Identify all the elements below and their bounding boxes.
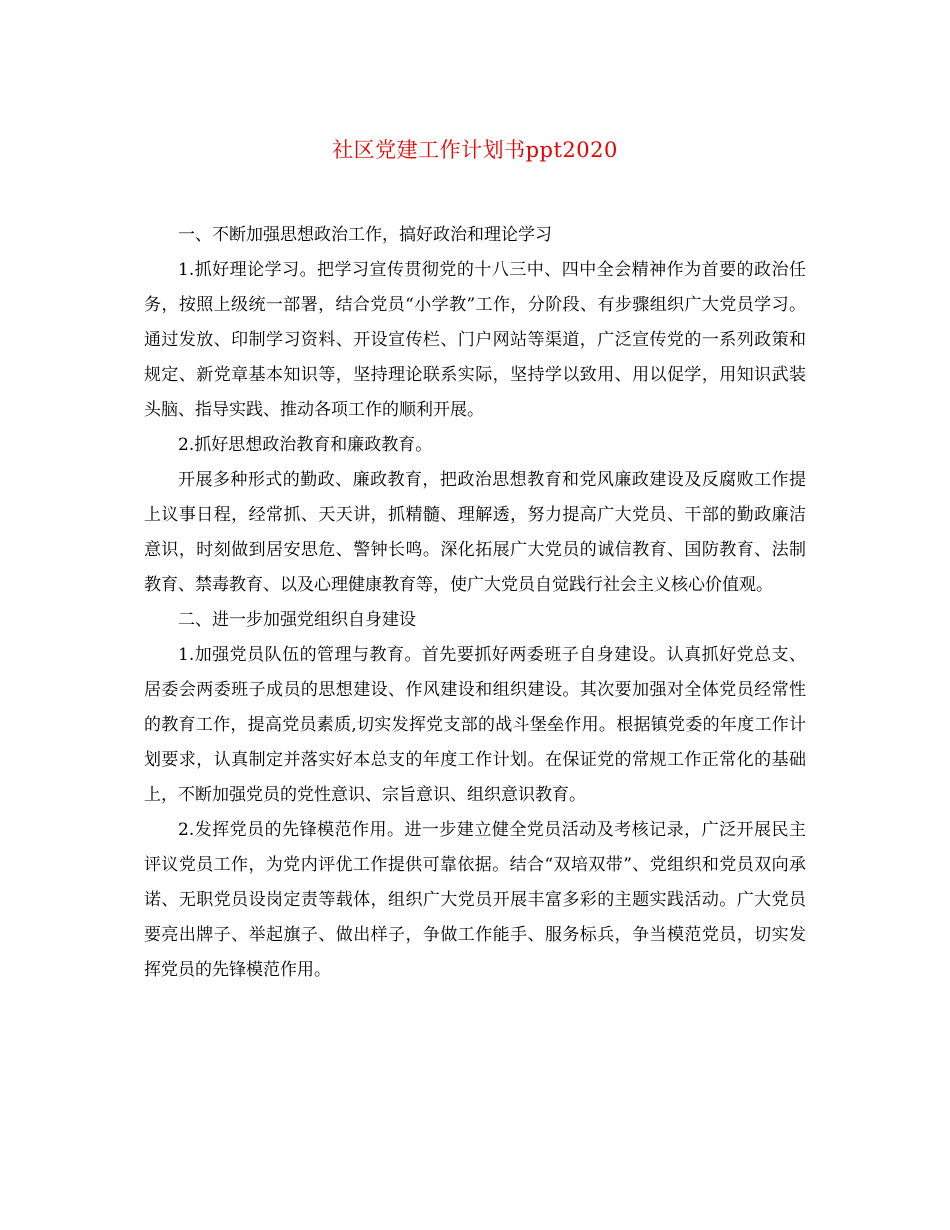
document-title: 社区党建工作计划书ppt2020	[332, 138, 618, 162]
paragraph: 2.抓好思想政治教育和廉政教育。	[178, 435, 433, 455]
document-body	[144, 218, 806, 988]
paragraph: 1.加强党员队伍的管理与教育。首先要抓好两委班子自身建设。认真抓好党总支、居委会两委班子成员的思想建设、作风建设和组织建设。其次要加强对全体党员经常性的教育工作，提高党员素质,切实发挥党支部的战斗堡垒作用。根据镇党委的年度工作计划要求，认真制定并落实好本总支的年度工作计划。在保证党的常规工作正常化的基础上，不断加强党员的党性意识、宗旨意识、组织意识教育。	[144, 645, 806, 805]
section-heading-2: 二、进一步加强党组织自身建设	[178, 610, 416, 630]
paragraph: 开展多种形式的勤政、廉政教育，把政治思想教育和党风廉政建设及反腐败工作提上议事日程，经常抓、天天讲，抓精髓、理解透，努力提高广大党员、干部的勤政廉洁意识，时刻做到居安思危、警钟长鸣。深化拓展广大党员的诚信教育、国防教育、法制教育、禁毒教育、以及心理健康教育等，使广大党员自觉践行社会主义核心价值观。	[144, 470, 806, 595]
paragraph: 1.抓好理论学习。把学习宣传贯彻党的十八三中、四中全会精神作为首要的政治任务，按照上级统一部署，结合党员“小学教”工作，分阶段、有步骤组织广大党员学习。通过发放、印制学习资料、开设宣传栏、门户网站等渠道，广泛宣传党的一系列政策和规定、新党章基本知识等，坚持理论联系实际，坚持学以致用、用以促学，用知识武装头脑、指导实践、推动各项工作的顺利开展。	[144, 260, 806, 420]
section-heading-1: 一、不断加强思想政治工作，搞好政治和理论学习	[178, 225, 552, 245]
paragraph: 2.发挥党员的先锋模范作用。进一步建立健全党员活动及考核记录，广泛开展民主评议党员工作，为党内评优工作提供可靠依据。结合“双培双带”、党组织和党员双向承诺、无职党员设岗定责等载体，组织广大党员开展丰富多彩的主题实践活动。广大党员要亮出牌子、举起旗子、做出样子，争做工作能手、服务标兵，争当模范党员，切实发挥党员的先锋模范作用。	[144, 820, 806, 980]
